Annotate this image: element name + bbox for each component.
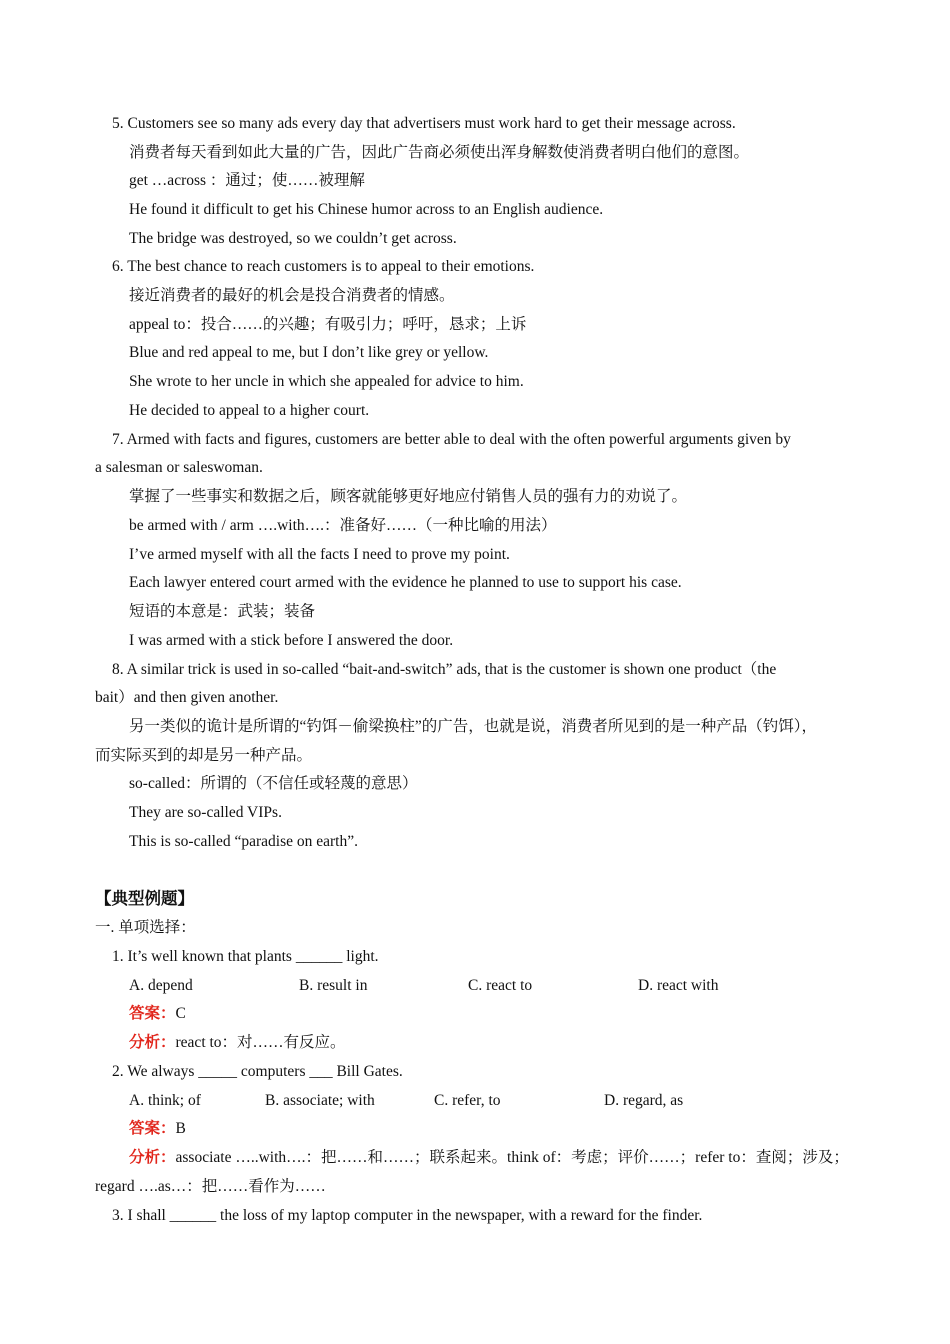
question-2-stem: 2. We always _____ computers ___ Bill Gates. [112, 1063, 403, 1080]
question-2-option-d: D. regard, as [604, 1092, 684, 1109]
item-8-translation-line-2: 而实际买到的却是另一种产品。 [95, 747, 313, 764]
item-6-translation: 接近消费者的最好的机会是投合消费者的情感。 [129, 287, 455, 304]
question-3-stem: 3. I shall ______ the loss of my laptop computer in the newspaper, with a reward for the finder. [112, 1207, 703, 1224]
question-1-option-b: B. result in [299, 977, 368, 994]
item-6-sentence: 6. The best chance to reach customers is to appeal to their emotions. [112, 258, 535, 275]
section-subheading: 一. 单项选择： [95, 919, 196, 936]
item-7-note: 短语的本意是：武装；装备 [129, 603, 316, 620]
question-1-analysis [129, 1033, 346, 1053]
item-6-example-1: Blue and red appeal to me, but I don’t like grey or yellow. [129, 344, 489, 361]
answer-value: C [175, 1005, 186, 1022]
answer-value: B [175, 1120, 186, 1137]
question-1-option-c: C. react to [468, 977, 533, 994]
item-7-sentence-line-2: a salesman or saleswoman. [95, 459, 263, 476]
section-heading: 【典型例题】 [95, 889, 194, 908]
item-7-translation: 掌握了一些事实和数据之后，顾客就能够更好地应付销售人员的强有力的劝说了。 [129, 488, 688, 505]
answer-label: 答案： [129, 1005, 176, 1022]
item-7-example-3: I was armed with a stick before I answered the door. [129, 632, 454, 649]
question-2-option-c: C. refer, to [434, 1092, 501, 1109]
item-6-example-3: He decided to appeal to a higher court. [129, 402, 370, 419]
item-6-phrase: appeal to：投合……的兴趣；有吸引力；呼吁，恳求；上诉 [129, 316, 527, 333]
item-7-example-1: I’ve armed myself with all the facts I need to prove my point. [129, 546, 510, 563]
question-1-stem: 1. It’s well known that plants ______ light. [112, 948, 379, 965]
question-2-analysis-line-1 [129, 1148, 849, 1168]
item-5-example-2: The bridge was destroyed, so we couldn’t get across. [129, 230, 457, 247]
question-2-option-b: B. associate; with [265, 1092, 375, 1109]
analysis-text: associate …..with….：把……和……；联系起来。think of：考虑；评价……；refer to：查阅；涉及； [175, 1149, 849, 1166]
question-1-option-a: A. depend [129, 977, 193, 994]
question-2-analysis-line-2: regard ….as…：把……看作为…… [95, 1178, 326, 1195]
item-8-phrase: so-called：所谓的（不信任或轻蔑的意思） [129, 775, 418, 792]
item-8-sentence-line-2: bait）and then given another. [95, 689, 279, 706]
analysis-label: 分析： [129, 1149, 176, 1166]
item-5-translation: 消费者每天看到如此大量的广告，因此广告商必须使出浑身解数使消费者明白他们的意图。 [129, 144, 750, 161]
item-8-sentence-line-1: 8. A similar trick is used in so-called “bait-and-switch” ads, that is the customer is shown one product（the [112, 661, 777, 678]
item-7-example-2: Each lawyer entered court armed with the evidence he planned to use to support his case. [129, 574, 682, 591]
item-7-phrase: be armed with / arm ….with….：准备好……（一种比喻的用法） [129, 517, 557, 534]
item-7-sentence-line-1: 7. Armed with facts and figures, customers are better able to deal with the often powerful arguments given by [112, 431, 791, 448]
question-1-option-d: D. react with [638, 977, 719, 994]
analysis-label: 分析： [129, 1034, 176, 1051]
item-6-example-2: She wrote to her uncle in which she appealed for advice to him. [129, 373, 524, 390]
item-8-translation-line-1: 另一类似的诡计是所谓的“钓饵－偷梁换柱”的广告，也就是说，消费者所见到的是一种产品（钓饵）， [129, 718, 818, 735]
question-1-answer [129, 1004, 186, 1024]
question-2-option-a: A. think; of [129, 1092, 201, 1109]
item-8-example-1: They are so-called VIPs. [129, 804, 282, 821]
question-2-answer [129, 1119, 186, 1139]
analysis-text: react to：对……有反应。 [175, 1034, 346, 1051]
item-8-example-2: This is so-called “paradise on earth”. [129, 833, 358, 850]
answer-label: 答案： [129, 1120, 176, 1137]
item-5-example-1: He found it difficult to get his Chinese humor across to an English audience. [129, 201, 604, 218]
item-5-sentence: 5. Customers see so many ads every day that advertisers must work hard to get their message across. [112, 115, 736, 132]
item-5-phrase: get …across ：通过；使……被理解 [129, 172, 365, 189]
